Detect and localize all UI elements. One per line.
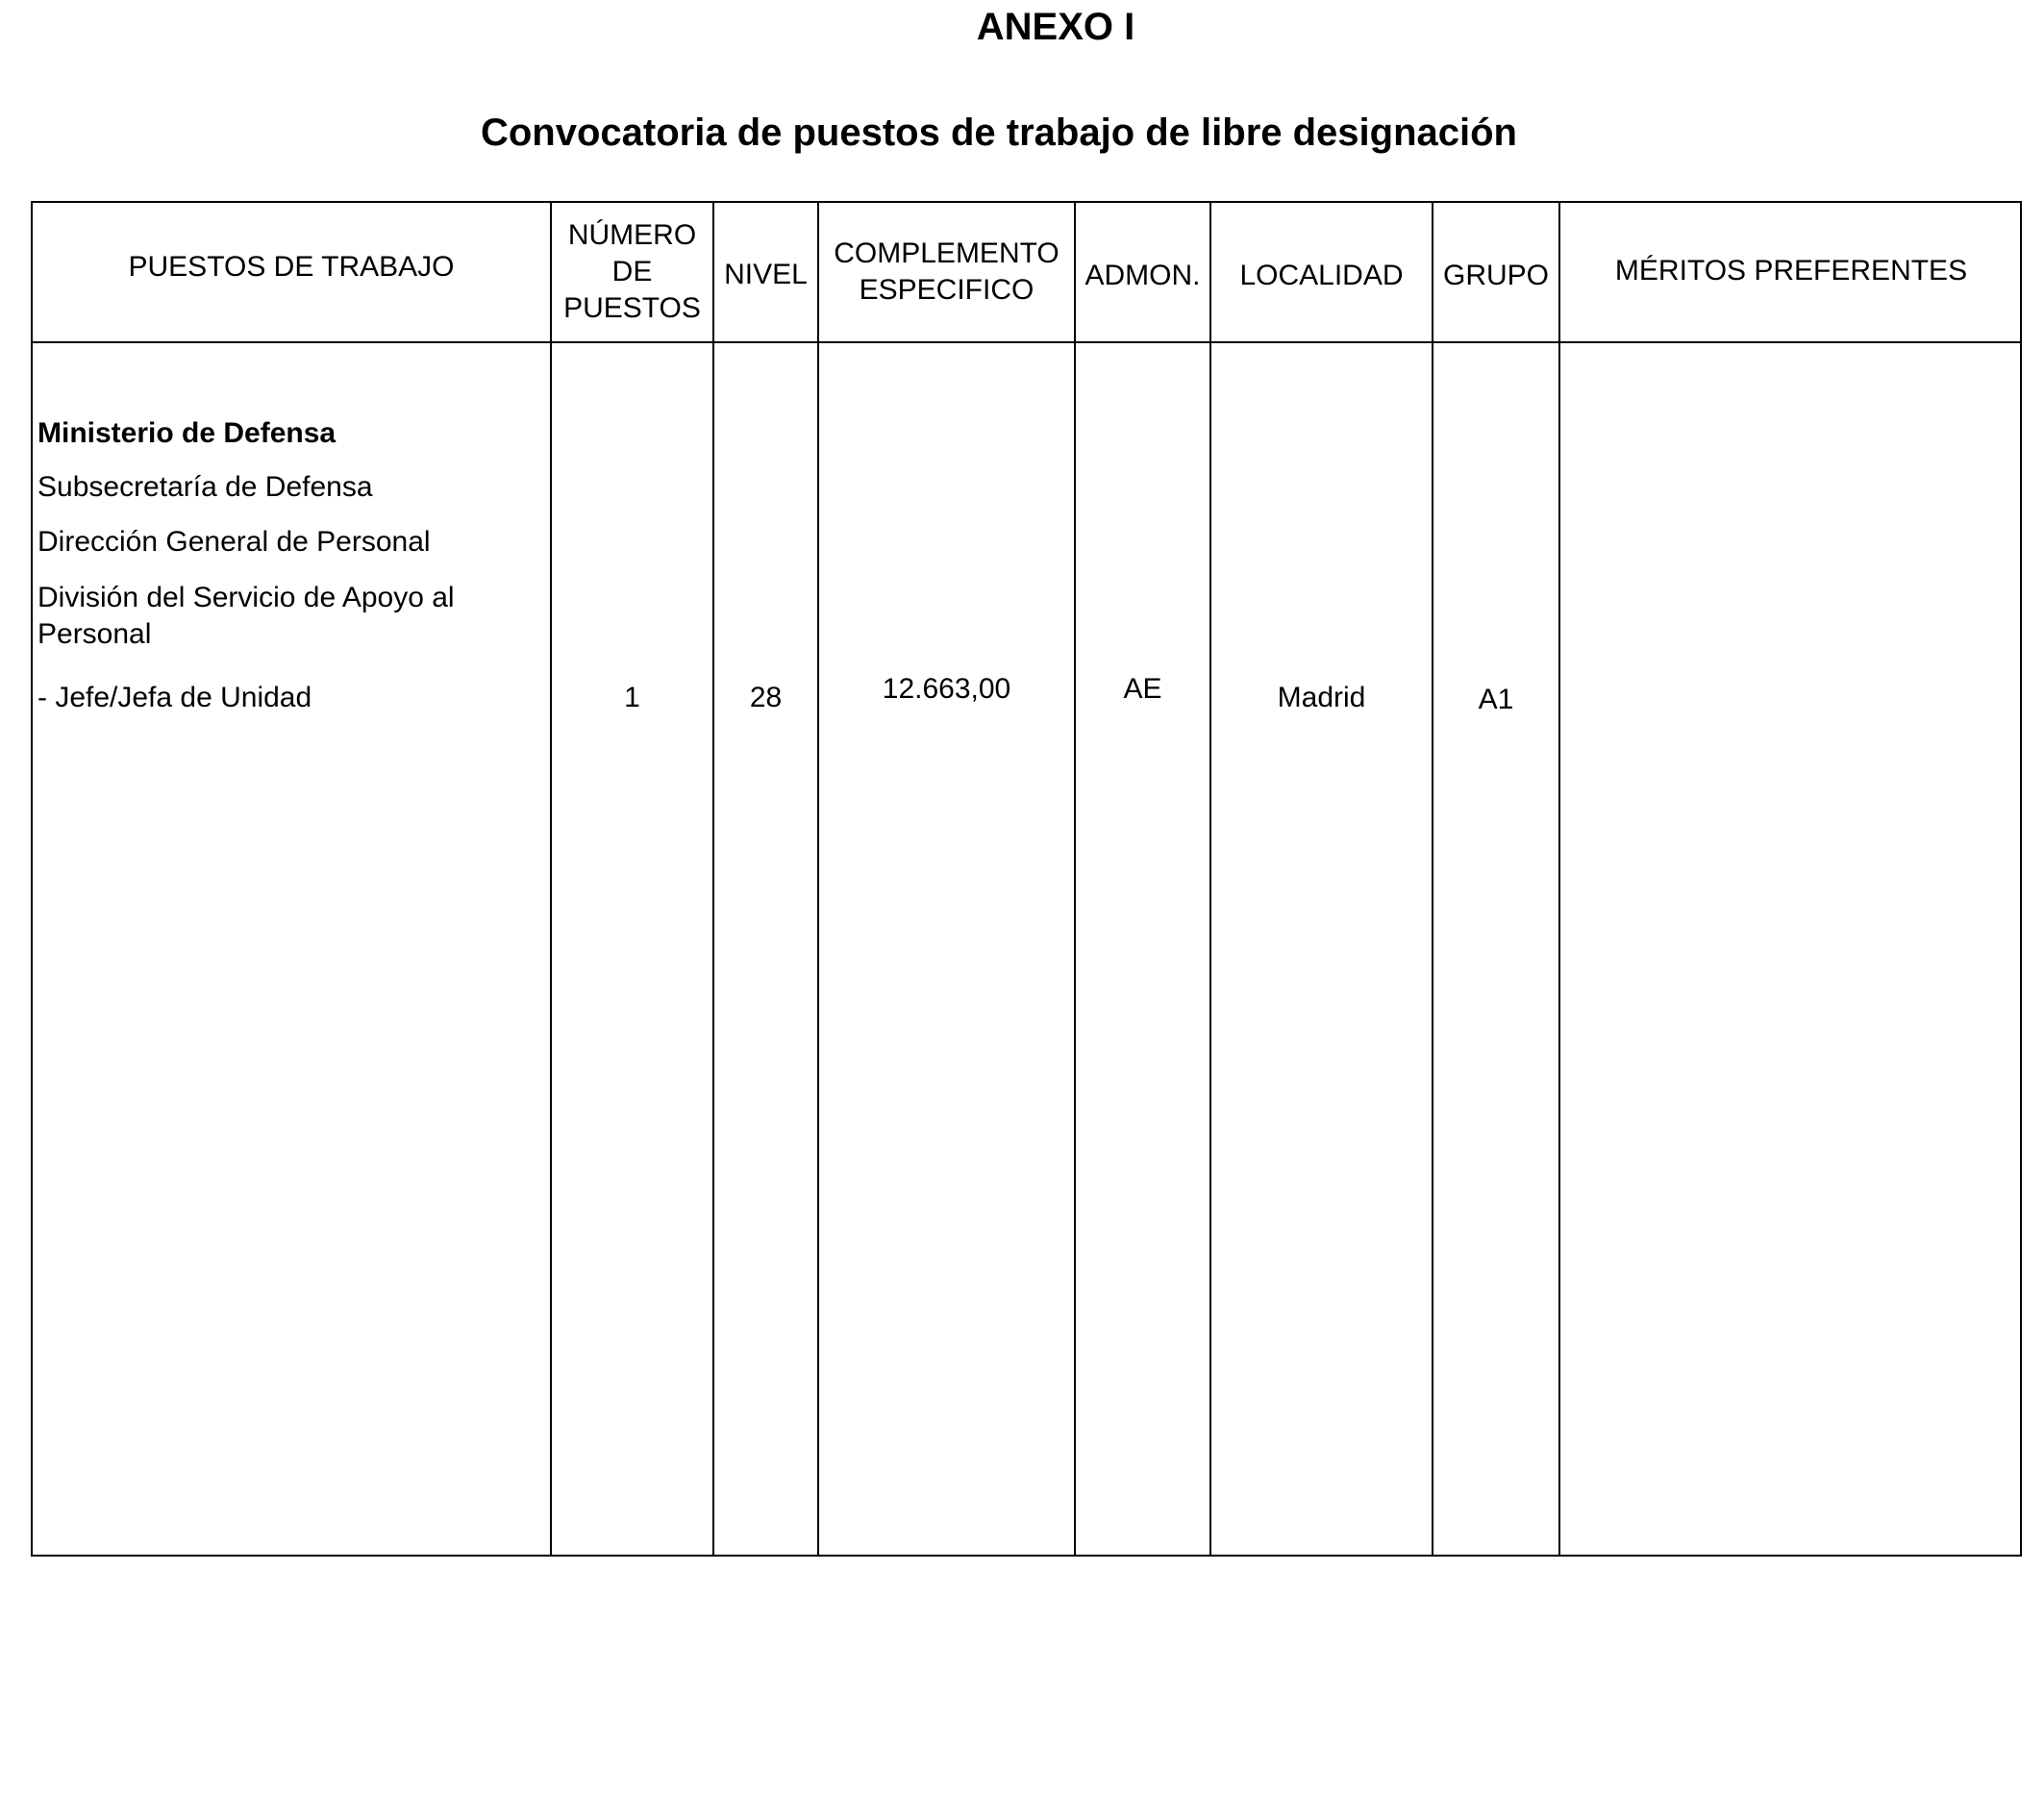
row-puesto: - Jefe/Jefa de Unidad [37, 682, 312, 713]
org-secretariat: Subsecretaría de Defensa [37, 471, 373, 503]
column-divider [1432, 203, 1433, 1555]
header-complemento-especifico: COMPLEMENTO ESPECIFICO [834, 237, 1059, 306]
row-complemento: 12.663,00 [882, 673, 1011, 705]
header-nivel: NIVEL [724, 259, 808, 290]
column-divider [1209, 203, 1211, 1555]
org-ministry: Ministerio de Defensa [37, 417, 337, 449]
column-divider [1074, 203, 1076, 1555]
header-divider [33, 341, 2020, 343]
header-localidad: LOCALIDAD [1239, 260, 1404, 291]
row-localidad: Madrid [1277, 682, 1366, 713]
document-title: Convocatoria de puestos de trabajo de libre designación [480, 112, 1517, 154]
header-grupo: GRUPO [1442, 260, 1549, 291]
row-numero: 1 [624, 682, 640, 713]
column-divider [712, 203, 714, 1555]
org-directorate: Dirección General de Personal [37, 526, 431, 558]
row-admon: AE [1123, 673, 1162, 705]
header-meritos-preferentes: MÉRITOS PREFERENTES [1614, 255, 1968, 287]
column-divider [817, 203, 819, 1555]
org-division-line-2: Personal [37, 618, 152, 650]
header-admon: ADMON. [1084, 260, 1201, 291]
positions-table [31, 201, 2022, 1557]
column-divider [1558, 203, 1560, 1555]
header-numero-de-puestos: NÚMERO DE PUESTOS [563, 219, 701, 324]
annex-title: ANEXO I [976, 6, 1135, 48]
row-nivel: 28 [749, 682, 783, 713]
column-divider [550, 203, 552, 1555]
row-grupo: A1 [1478, 684, 1514, 715]
header-puestos-de-trabajo: PUESTOS DE TRABAJO [128, 251, 455, 283]
org-division-line-1: División del Servicio de Apoyo al [37, 582, 455, 613]
